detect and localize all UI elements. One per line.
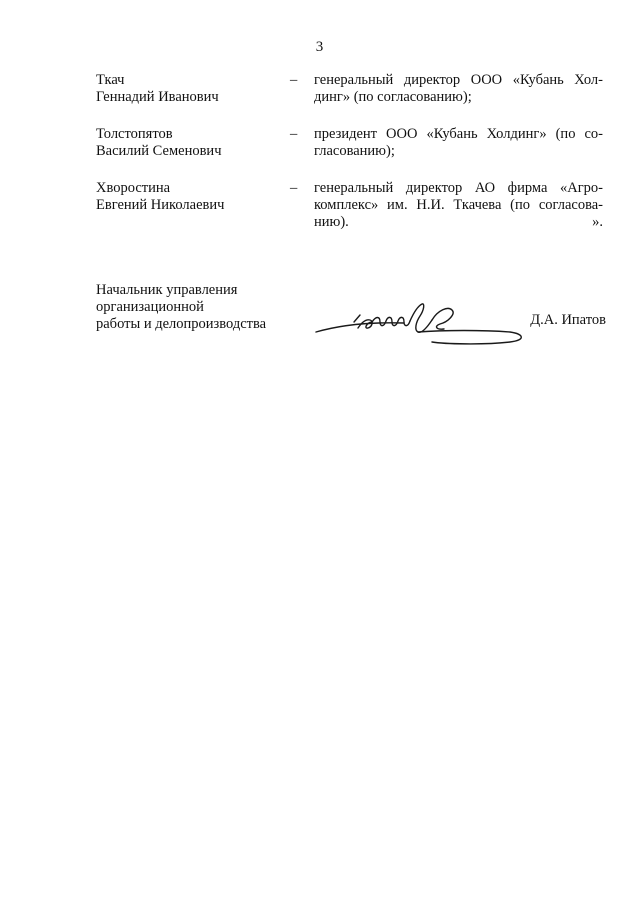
member-surname: Толстопятов [96,126,173,142]
member-role-line: генеральный директор АО фирма «Агро- [314,180,603,196]
member-role-line: президент ООО «Кубань Холдинг» (по со- [314,126,603,142]
signer-position-line: организационной [96,299,204,315]
member-role-line: комплекс» им. Н.И. Ткачева (по согласова- [314,197,603,213]
member-dash: – [290,180,298,196]
member-surname: Ткач [96,72,125,88]
member-surname: Хворостина [96,180,171,196]
member-role-line-end: нию). [314,214,349,230]
closing-quote: ». [592,214,603,230]
signature-block [96,282,606,352]
member-row [96,180,603,240]
signer-position [96,282,266,333]
member-role [314,126,603,160]
member-dash: – [290,72,298,88]
member-role-line: генеральный директор ООО «Кубань Хол- [314,72,603,88]
member-row [96,72,603,126]
member-name [96,180,286,214]
member-role-line [314,214,603,231]
member-given-names: Василий Семенович [96,143,222,159]
member-row [96,126,603,180]
signer-position-line: работы и делопроизводства [96,316,267,332]
page-number: 3 [315,39,324,55]
member-dash: – [290,126,298,142]
member-role [314,72,603,106]
commission-members-list [96,72,603,240]
handwritten-signature-icon [314,302,529,350]
member-role-line: динг» (по согласованию); [314,89,472,105]
signer-position-line: Начальник управления [96,282,238,298]
member-given-names: Евгений Николаевич [96,197,225,213]
member-role [314,180,603,231]
member-given-names: Геннадий Иванович [96,89,219,105]
member-role-line: гласованию); [314,143,395,159]
member-name [96,126,286,160]
member-name [96,72,286,106]
signer-name: Д.А. Ипатов [530,312,606,328]
